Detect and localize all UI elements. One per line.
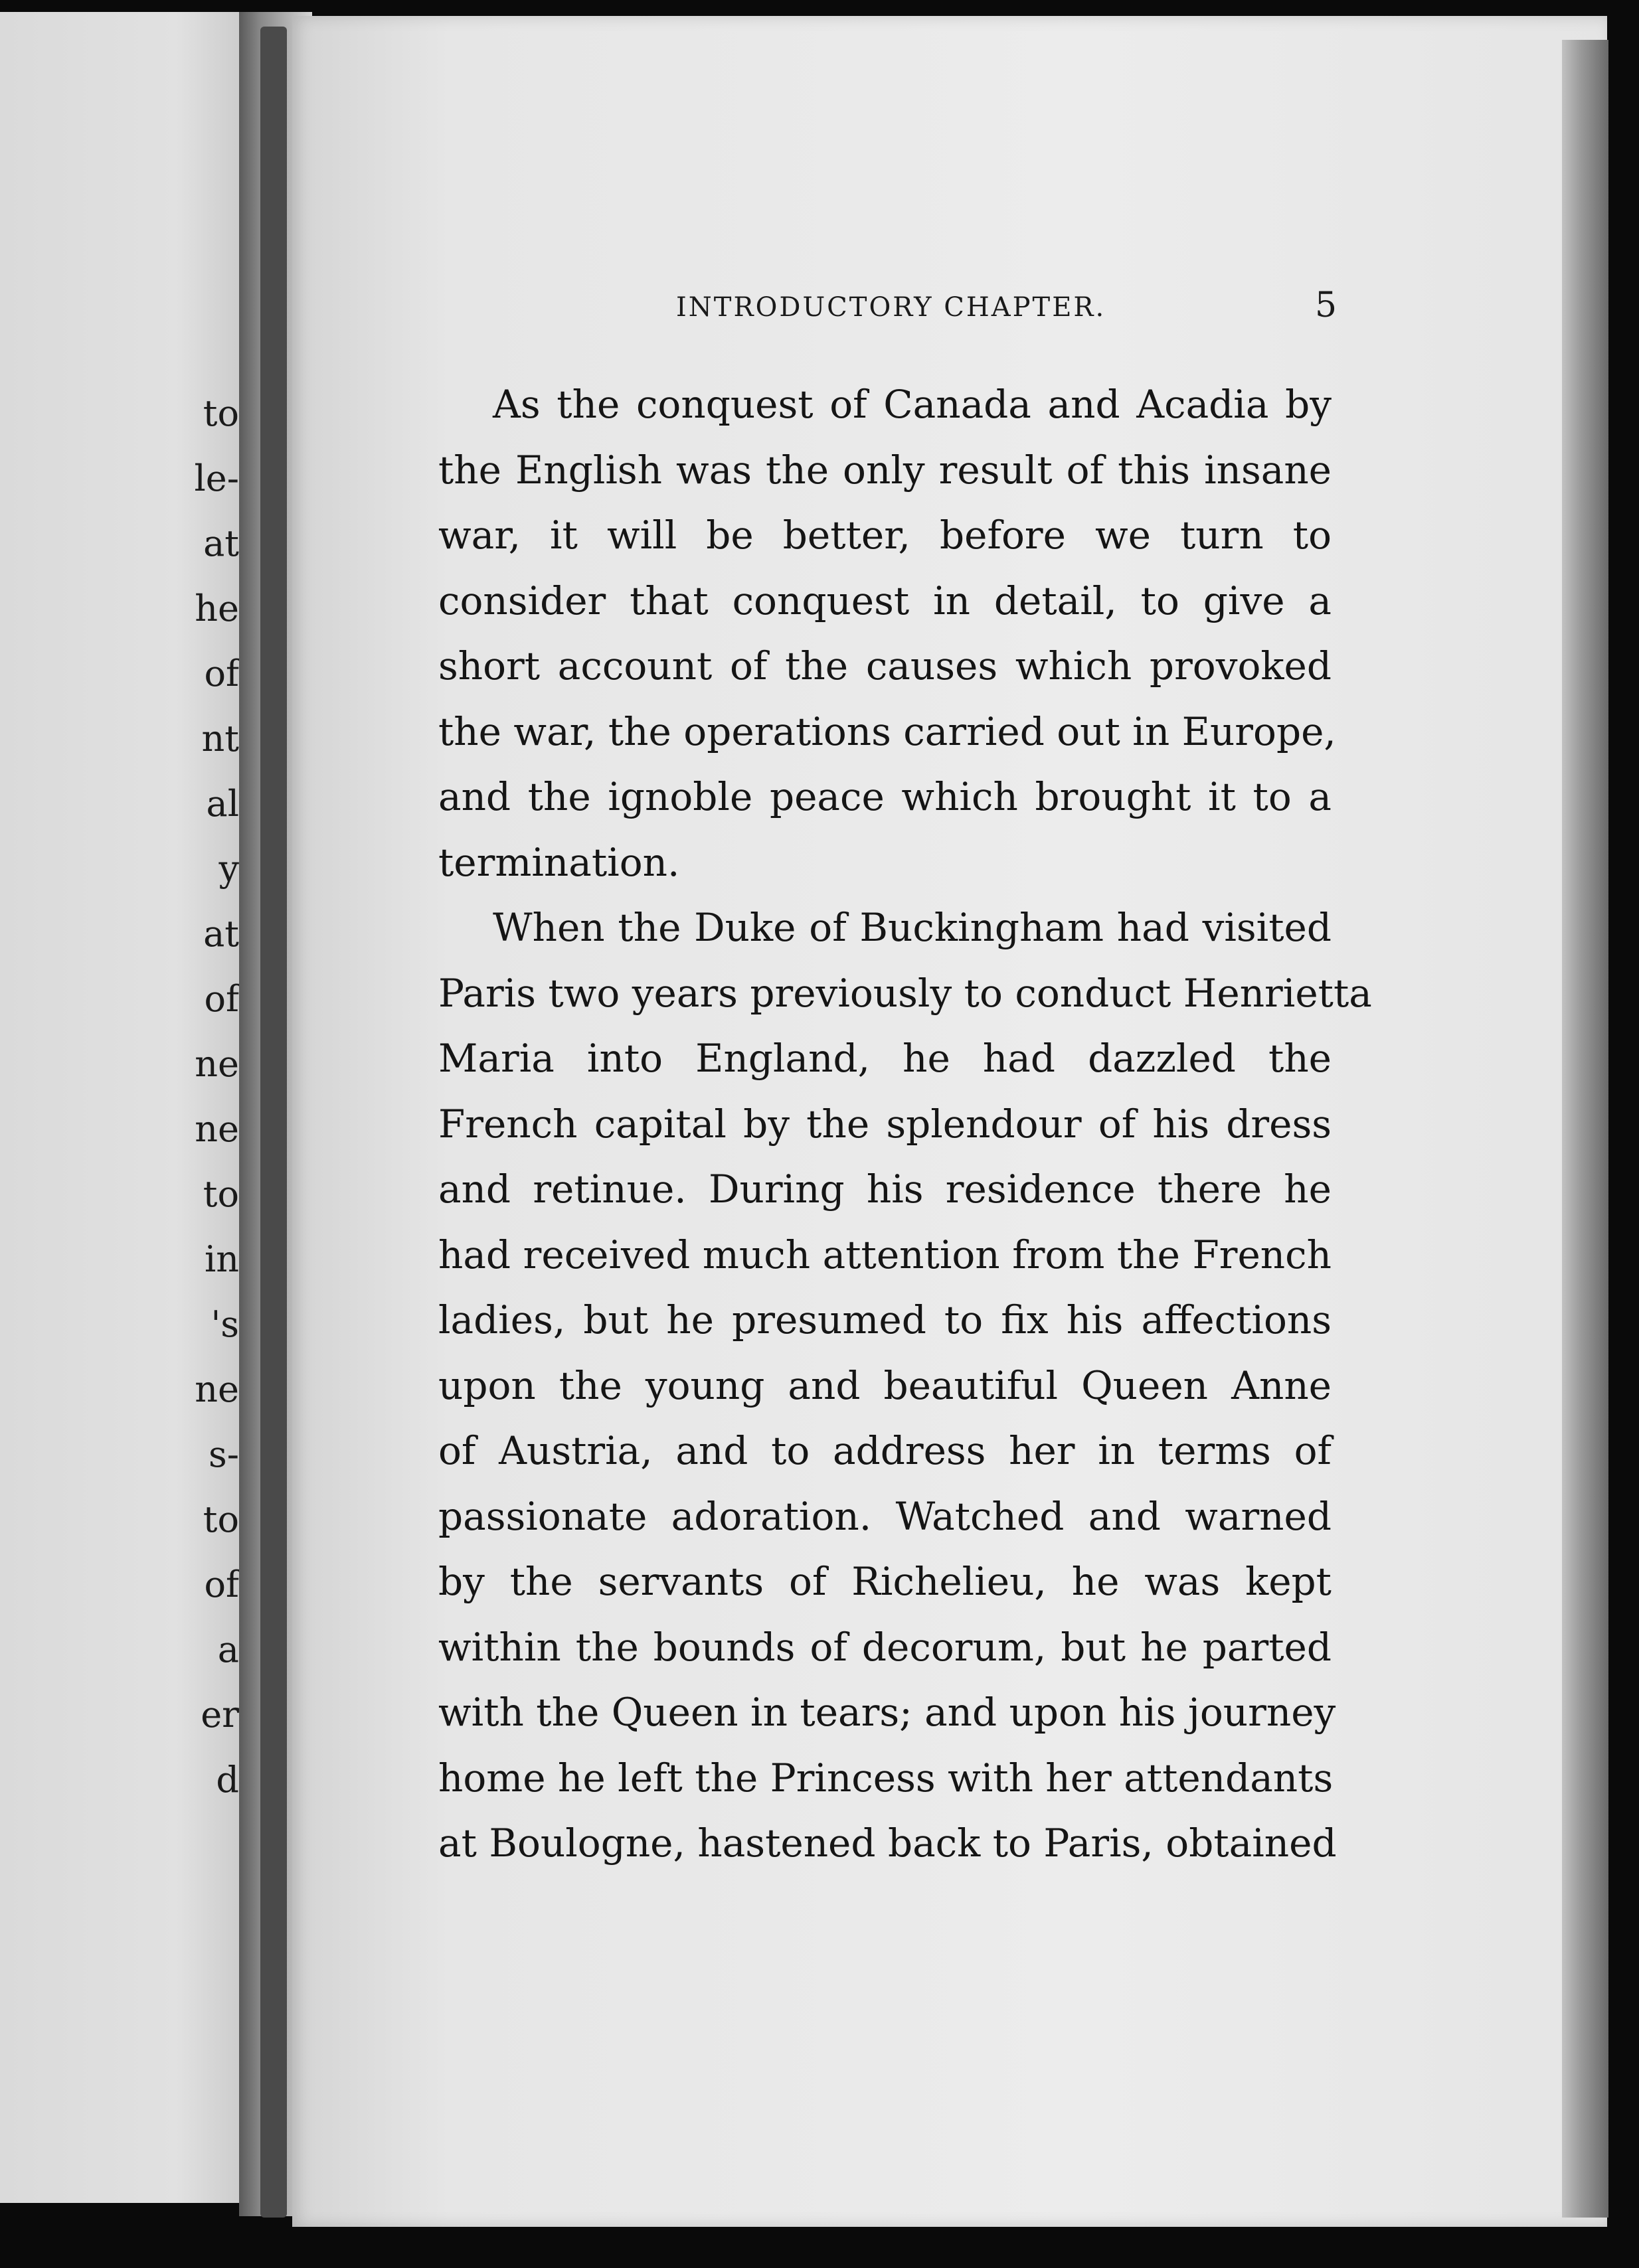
text-line: Maria into England, he had dazzled the <box>438 1036 1332 1081</box>
left-page-fragment: to <box>203 392 239 434</box>
left-page-fragment: s- <box>209 1433 239 1475</box>
text-line: the English was the only result of this insane <box>438 447 1332 493</box>
left-page-fragment: he <box>195 588 239 629</box>
left-page-fragment: ne <box>195 1043 239 1085</box>
left-page-fragment: nt <box>201 718 239 760</box>
text-line: upon the young and beautiful Queen Anne <box>438 1362 1332 1408</box>
text-line: consider that conquest in detail, to give a <box>438 578 1332 623</box>
text-line: ladies, but he presumed to fix his affections <box>438 1297 1332 1342</box>
text-line: at Boulogne, hastened back to Paris, obtained <box>438 1821 1337 1866</box>
text-line: had received much attention from the French <box>438 1232 1332 1277</box>
left-page-fragment: ne <box>195 1368 239 1410</box>
text-line: the war, the operations carried out in Europe, <box>438 708 1336 754</box>
text-line: home he left the Princess with her attendants <box>438 1755 1334 1801</box>
text-line: and the ignoble peace which brought it to a <box>438 774 1332 819</box>
text-line: with the Queen in tears; and upon his journey <box>438 1690 1336 1735</box>
left-page-fragment: of <box>204 653 239 694</box>
left-page-fragment: al <box>206 783 239 825</box>
text-line: French capital by the splendour of his dress <box>438 1101 1332 1147</box>
text-line: and retinue. During his residence there he <box>438 1167 1332 1212</box>
left-page <box>0 12 252 2203</box>
left-page-fragment: in <box>204 1238 239 1280</box>
left-page-fragment: at <box>203 523 239 564</box>
left-page-fragment: y <box>218 848 239 890</box>
left-page-fragment: of <box>204 1564 239 1605</box>
left-page-fragment: to <box>203 1173 239 1215</box>
left-page-fragment: er <box>201 1694 239 1736</box>
page-edge-shadow <box>1562 40 1608 2218</box>
body-text <box>438 372 1372 1876</box>
left-page-fragment: to <box>203 1498 239 1540</box>
text-line: by the servants of Richelieu, he was kept <box>438 1559 1332 1604</box>
left-page-fragment: 's <box>211 1303 239 1345</box>
text-line: war, it will be better, before we turn to <box>438 513 1332 558</box>
text-line: termination. <box>438 839 680 885</box>
gutter-shadow <box>260 27 287 2218</box>
page-number: 5 <box>1315 285 1337 325</box>
running-head: INTRODUCTORY CHAPTER. <box>676 292 1106 323</box>
text-line: When the Duke of Buckingham had visited <box>493 905 1332 950</box>
text-line: Paris two years previously to conduct Henrietta <box>438 970 1372 1016</box>
text-line: of Austria, and to address her in terms of <box>438 1428 1332 1473</box>
left-page-fragment: ne <box>195 1108 239 1150</box>
text-line: within the bounds of decorum, but he parted <box>438 1624 1332 1670</box>
left-page-fragment: d <box>216 1759 239 1801</box>
left-page-fragment: a <box>217 1629 239 1670</box>
text-line: As the conquest of Canada and Acadia by <box>493 382 1332 427</box>
text-line: passionate adoration. Watched and warned <box>438 1493 1332 1539</box>
left-page-fragment: at <box>203 913 239 955</box>
left-page-fragment: of <box>204 978 239 1020</box>
left-page-fragment: le- <box>194 457 239 499</box>
text-line: short account of the causes which provoked <box>438 643 1332 688</box>
